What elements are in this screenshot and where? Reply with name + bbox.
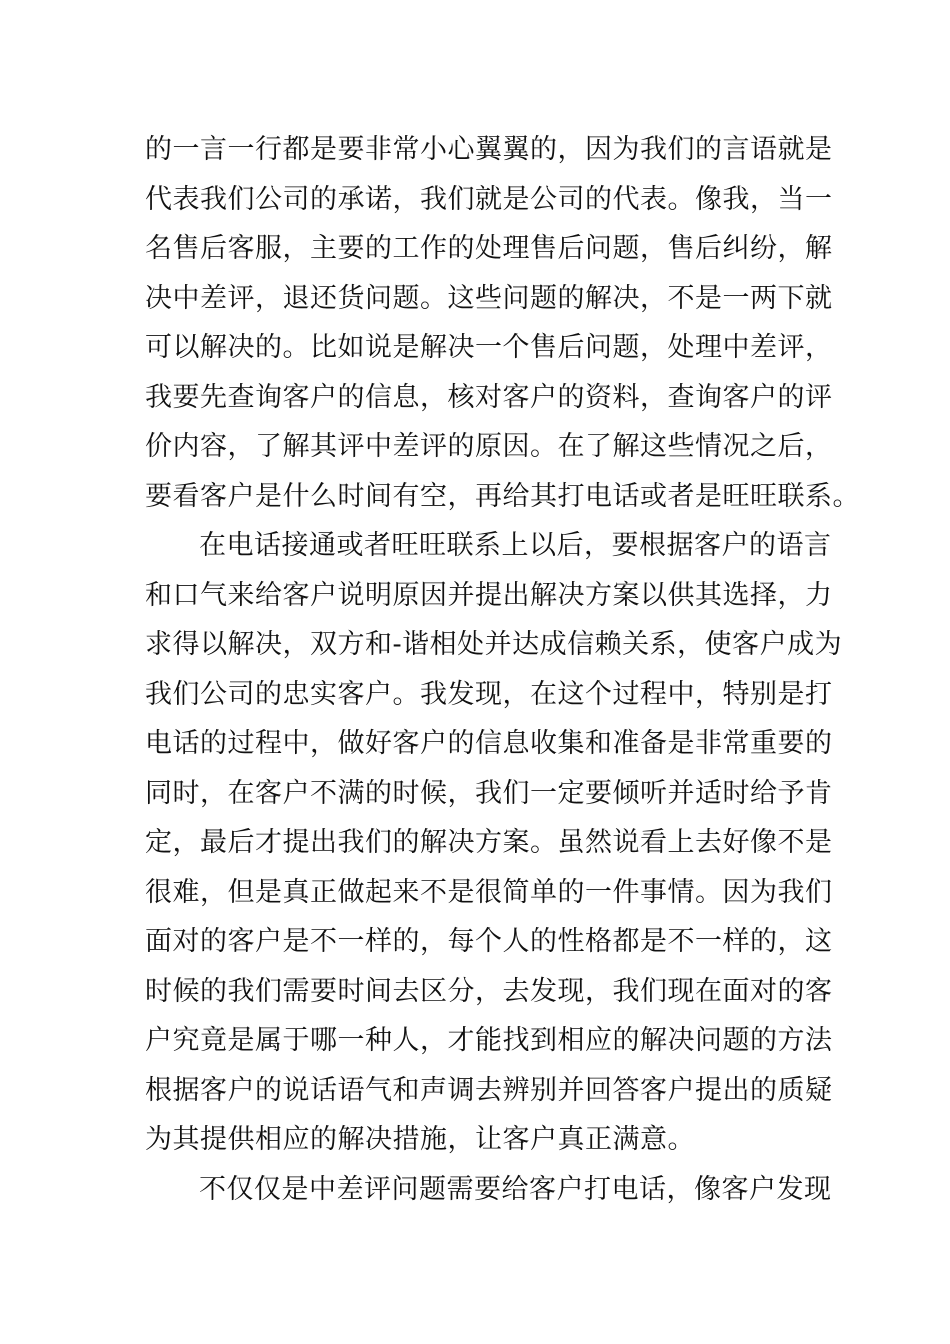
text-line: 名售后客服，主要的工作的处理售后问题，售后纠纷，解: [145, 233, 833, 264]
body-text: [145, 125, 860, 1214]
text-line: 求得以解决，双方和-谐相处并达成信赖关系，使客户成为: [145, 629, 843, 660]
text-line: 决中差评，退还货问题。这些问题的解决，不是一两下就: [145, 282, 833, 314]
text-line: 代表我们公司的承诺，我们就是公司的代表。像我，当一: [145, 183, 833, 215]
text-line: 很难，但是真正做起来不是很简单的一件事情。因为我们: [145, 876, 833, 908]
text-line: 为其提供相应的解决措施，让客户真正满意。: [145, 1124, 695, 1155]
text-line: 定，最后才提出我们的解决方案。虽然说看上去好像不是: [145, 827, 833, 858]
text-line: 可以解决的。比如说是解决一个售后问题，处理中差评，: [145, 332, 833, 363]
text-line: 同时，在客户不满的时候，我们一定要倾听并适时给予肯: [145, 777, 833, 809]
text-line: 价内容，了解其评中差评的原因。在了解这些情况之后，: [145, 431, 833, 462]
text-line: 要看客户是什么时间有空，再给其打电话或者是旺旺联系。: [145, 480, 860, 512]
text-line: 根据客户的说话语气和声调去辨别并回答客户提出的质疑: [145, 1074, 833, 1106]
text-line: 户究竟是属于哪一种人，才能找到相应的解决问题的方法: [145, 1025, 833, 1056]
text-line: 不仅仅是中差评问题需要给客户打电话，像客户发现: [199, 1173, 832, 1205]
text-line: 时候的我们需要时间去区分，去发现，我们现在面对的客: [145, 975, 833, 1007]
text-line: 面对的客户是不一样的，每个人的性格都是不一样的，这: [145, 926, 833, 957]
text-line: 我要先查询客户的信息，核对客户的资料，查询客户的评: [145, 381, 833, 413]
text-line: 我们公司的忠实客户。我发现，在这个过程中，特别是打: [145, 678, 833, 710]
text-line: 和口气来给客户说明原因并提出解决方案以供其选择，力: [145, 579, 833, 611]
text-line: 的一言一行都是要非常小心翼翼的，因为我们的言语就是: [145, 134, 833, 165]
text-line: 在电话接通或者旺旺联系上以后，要根据客户的语言: [199, 530, 832, 561]
text-line: 电话的过程中，做好客户的信息收集和准备是非常重要的: [145, 728, 833, 759]
